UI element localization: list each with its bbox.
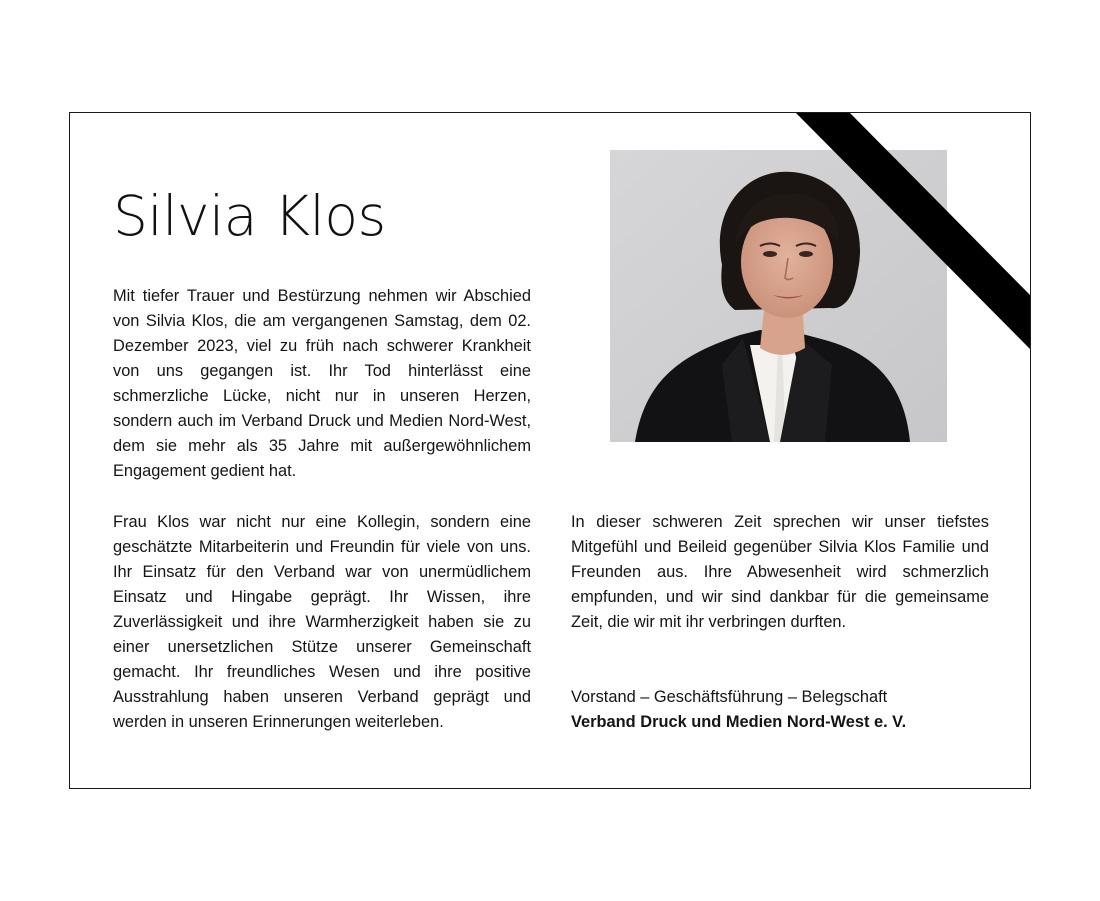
- obituary-paragraph-3: In dieser schweren Zeit sprechen wir unser tiefstes Mitgefühl und Beileid gegenüber Silvia Klos Familie und Freunden aus. Ihre Abwesenheit wird schmerzlich empfunden, und wir sind dankbar für die gemeinsame Zeit, die wir mit ihr verbringen durften.: [571, 513, 989, 631]
- signature-block: [571, 685, 991, 735]
- portrait-photo: [610, 150, 947, 442]
- obituary-paragraph-1: Mit tiefer Trauer und Bestürzung nehmen wir Abschied von Silvia Klos, die am vergangenen Samstag, dem 02. Dezember 2023, viel zu früh nach schwerer Krankheit von uns gegangen ist. Ihr Tod hinterlässt eine schmerzliche Lücke, nicht nur in unseren Herzen, sondern auch im Verband Druck und Medien Nord-West, dem sie mehr als 35 Jahre mit außergewöhnlichem Engagement gedient hat.: [113, 287, 531, 480]
- obituary-card: [69, 112, 1031, 789]
- organization-name: Verband Druck und Medien Nord-West e. V.: [571, 713, 907, 731]
- deceased-name: Silvia Klos: [113, 184, 386, 248]
- obituary-paragraph-2: Frau Klos war nicht nur eine Kollegin, sondern eine geschätzte Mitarbeiterin und Freundin für viele von uns. Ihr Einsatz für den Verband war von unermüdlichem Einsatz und Hingabe geprägt. Ihr Wissen, ihre Zuverlässigkeit und ihre Warmherzigkeit haben sie zu einer unersetzlichen Stütze unserer Gemeinschaft gemacht. Ihr freundliches Wesen und ihre positive Ausstrahlung haben unseren Verband geprägt und werden in unseren Erinnerungen weiterleben.: [113, 513, 531, 731]
- signature-line: Vorstand – Geschäftsführung – Belegschaft: [571, 688, 888, 706]
